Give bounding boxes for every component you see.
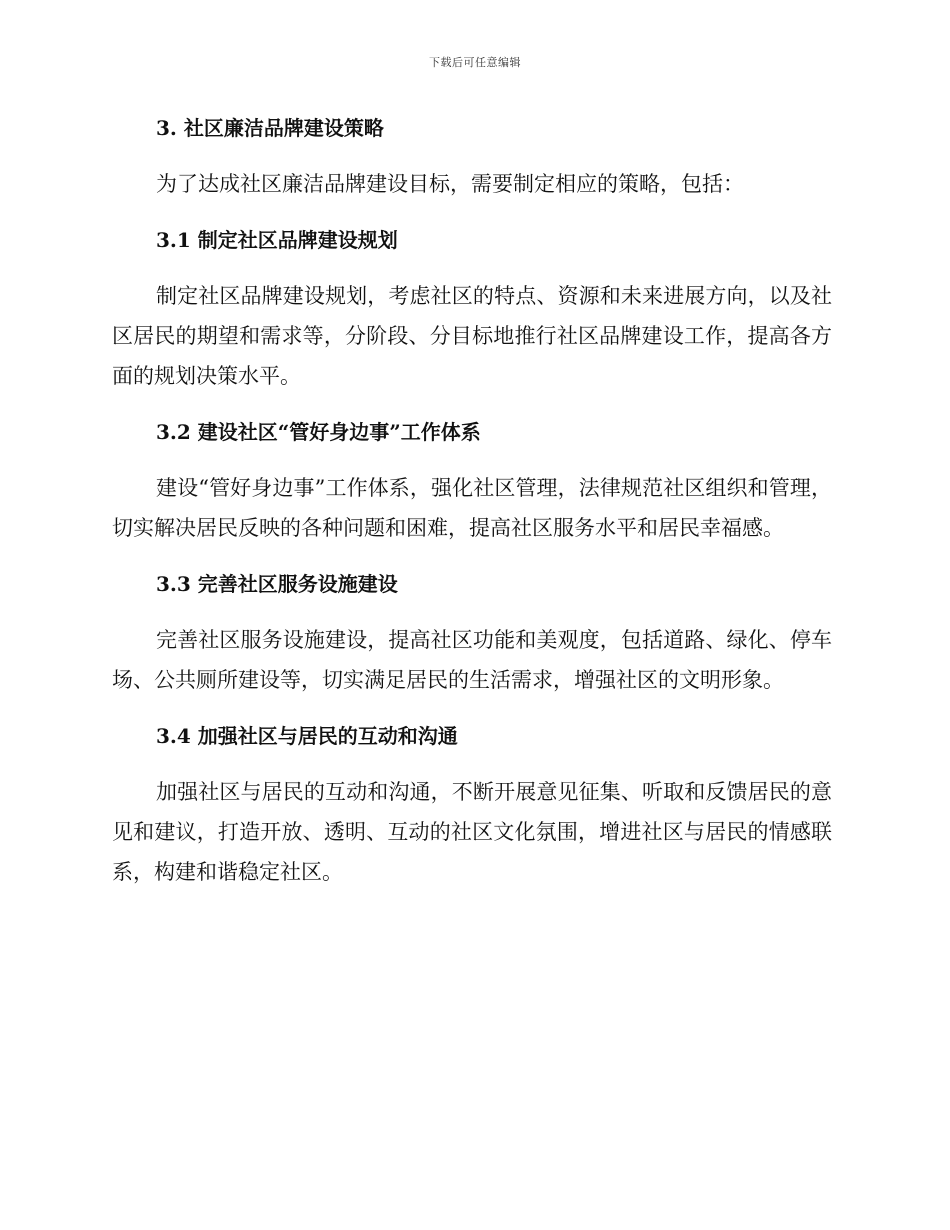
- subsection-3-1-heading: 3.1 制定社区品牌建设规划: [156, 228, 398, 252]
- document-content: [112, 108, 832, 892]
- subsection-3-3-heading: 3.3 完善社区服务设施建设: [156, 572, 398, 596]
- subsection-3-4-heading: 3.4 加强社区与居民的互动和沟通: [156, 724, 458, 748]
- subsection-3-2-body: 建设“管好身边事”工作体系，强化社区管理，法律规范社区组织和管理，切实解决居民反映的各种问题和困难，提高社区服务水平和居民幸福感。: [112, 476, 832, 540]
- section-3-intro: 为了达成社区廉洁品牌建设目标，需要制定相应的策略，包括：: [156, 172, 744, 196]
- subsection-3-3-body: 完善社区服务设施建设，提高社区功能和美观度，包括道路、绿化、停车场、公共厕所建设等，切实满足居民的生活需求，增强社区的文明形象。: [112, 628, 832, 692]
- subsection-3-4-body: 加强社区与居民的互动和沟通，不断开展意见征集、听取和反馈居民的意见和建议，打造开放、透明、互动的社区文化氛围，增进社区与居民的情感联系，构建和谐稳定社区。: [112, 780, 832, 884]
- header-note: 下载后可任意编辑: [429, 56, 521, 69]
- subsection-3-2-heading: 3.2 建设社区“管好身边事”工作体系: [156, 420, 481, 444]
- section-3-heading: 3. 社区廉洁品牌建设策略: [156, 116, 384, 140]
- subsection-3-1-body: 制定社区品牌建设规划，考虑社区的特点、资源和未来进展方向，以及社区居民的期望和需求等，分阶段、分目标地推行社区品牌建设工作，提高各方面的规划决策水平。: [112, 284, 832, 388]
